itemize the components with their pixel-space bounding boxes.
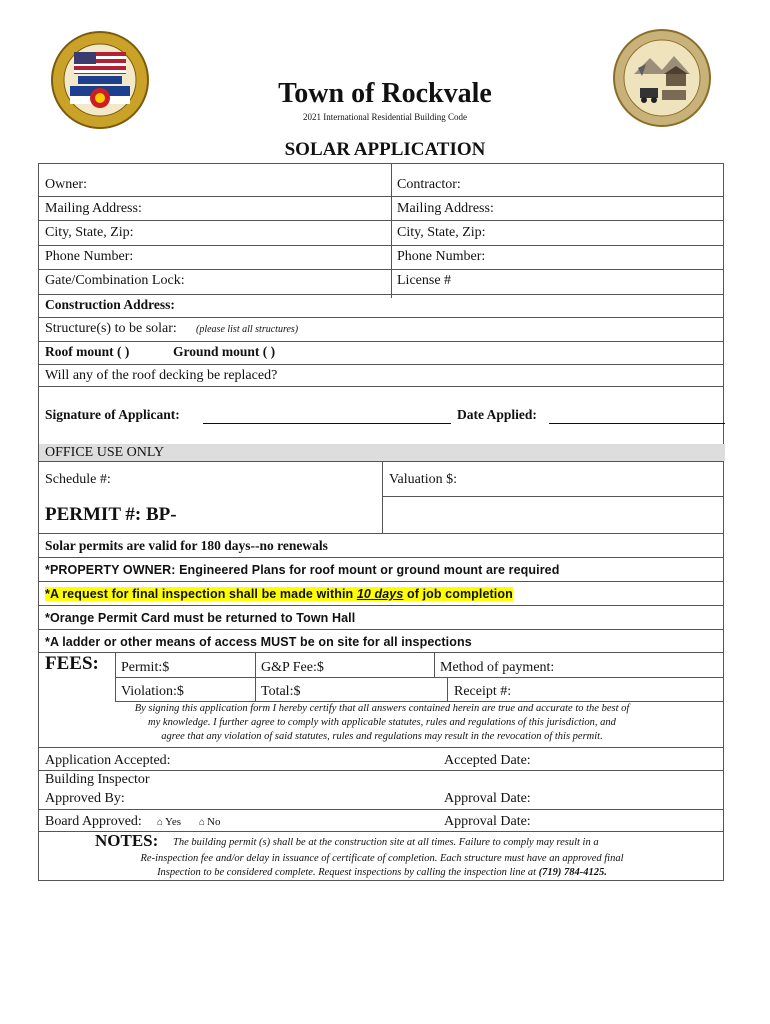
board-no-option[interactable]: ⌂ No xyxy=(199,816,221,828)
notes-line-1: The building permit (s) shall be at the construction site at all times. Failure to comply may result in a xyxy=(173,837,599,848)
mailing-address-owner-label: Mailing Address: xyxy=(45,201,142,216)
city-state-zip-contractor-label: City, State, Zip: xyxy=(397,225,486,240)
office-use-heading: OFFICE USE ONLY xyxy=(45,445,165,460)
payment-method-label: Method of payment: xyxy=(440,660,555,675)
inspection-phone: (719) 784-4125. xyxy=(538,867,607,878)
license-label: License # xyxy=(397,273,452,288)
gp-fee-label: G&P Fee:$ xyxy=(261,660,324,675)
page-subtitle: 2021 International Residential Building Code xyxy=(303,112,467,122)
application-form xyxy=(38,163,724,881)
roof-decking-question: Will any of the roof decking be replaced? xyxy=(45,368,278,383)
gate-lock-label: Gate/Combination Lock: xyxy=(45,273,185,288)
fees-label: FEES: xyxy=(45,653,99,674)
valuation-label: Valuation $: xyxy=(389,472,458,487)
structures-label: Structure(s) to be solar: xyxy=(45,321,177,336)
receipt-label: Receipt #: xyxy=(454,684,512,699)
schedule-label: Schedule #: xyxy=(45,472,111,487)
notes-line-2: Re-inspection fee and/or delay in issuance of certificate of completion. Each structure must have an approved final xyxy=(140,853,624,864)
ground-mount-option[interactable]: Ground mount ( ) xyxy=(173,344,276,359)
phone-owner-label: Phone Number: xyxy=(45,249,134,264)
construction-address-label: Construction Address: xyxy=(45,297,175,312)
owner-label: Owner: xyxy=(45,177,87,192)
contractor-label: Contractor: xyxy=(397,177,461,192)
roof-mount-option[interactable]: Roof mount ( ) xyxy=(45,344,130,359)
permit-fee-label: Permit:$ xyxy=(121,660,170,675)
notes-line-3: Inspection to be considered complete. Request inspections by calling the inspection line at (719) 784-4125. xyxy=(157,867,607,878)
phone-contractor-label: Phone Number: xyxy=(397,249,486,264)
board-yes-option[interactable]: ⌂ Yes xyxy=(157,816,182,828)
notes-label: NOTES: xyxy=(95,831,159,850)
approval-date-label-1: Approval Date: xyxy=(444,791,531,806)
permit-number-label: PERMIT #: BP- xyxy=(45,504,177,525)
mailing-address-contractor-label: Mailing Address: xyxy=(397,201,494,216)
board-approved-label: Board Approved: xyxy=(45,814,142,829)
final-inspection-note: *A request for final inspection shall be made within 10 days of job completion xyxy=(45,587,513,601)
property-owner-note: *PROPERTY OWNER: Engineered Plans for roof mount or ground mount are required xyxy=(45,563,560,577)
certification-text: By signing this application form I hereby certify that all answers contained herein are true and accurate to the best of my knowledge. I further agree to comply with applicable statutes, rules and regulations of this jurisdiction, and agree that any violation of said statutes, rules and regulations may result in the revocation of this permit. xyxy=(134,703,630,742)
orange-card-note: *Orange Permit Card must be returned to Town Hall xyxy=(45,611,356,625)
page-title: Town of Rockvale xyxy=(278,78,492,109)
checkbox-no-icon: ⌂ xyxy=(199,817,206,828)
ten-days-text: 10 days xyxy=(356,587,404,601)
checkbox-yes-icon: ⌂ xyxy=(157,817,164,828)
violation-fee-label: Violation:$ xyxy=(121,684,184,699)
application-accepted-label: Application Accepted: xyxy=(45,753,171,768)
accepted-date-label: Accepted Date: xyxy=(444,753,531,768)
approval-date-label-2: Approval Date: xyxy=(444,814,531,829)
approved-by-label: Approved By: xyxy=(45,791,125,806)
total-fee-label: Total:$ xyxy=(261,684,301,699)
city-state-zip-owner-label: City, State, Zip: xyxy=(45,225,134,240)
signature-label: Signature of Applicant: xyxy=(45,407,180,422)
date-applied-label: Date Applied: xyxy=(457,407,537,422)
building-inspector-label: Building Inspector xyxy=(45,772,150,787)
form-title: SOLAR APPLICATION xyxy=(284,139,486,160)
signature-line[interactable] xyxy=(203,423,451,424)
ladder-note: *A ladder or other means of access MUST be on site for all inspections xyxy=(45,635,472,649)
date-applied-line[interactable] xyxy=(549,423,725,424)
structures-note: (please list all structures) xyxy=(196,324,299,335)
permit-validity-note: Solar permits are valid for 180 days--no renewals xyxy=(45,538,328,553)
